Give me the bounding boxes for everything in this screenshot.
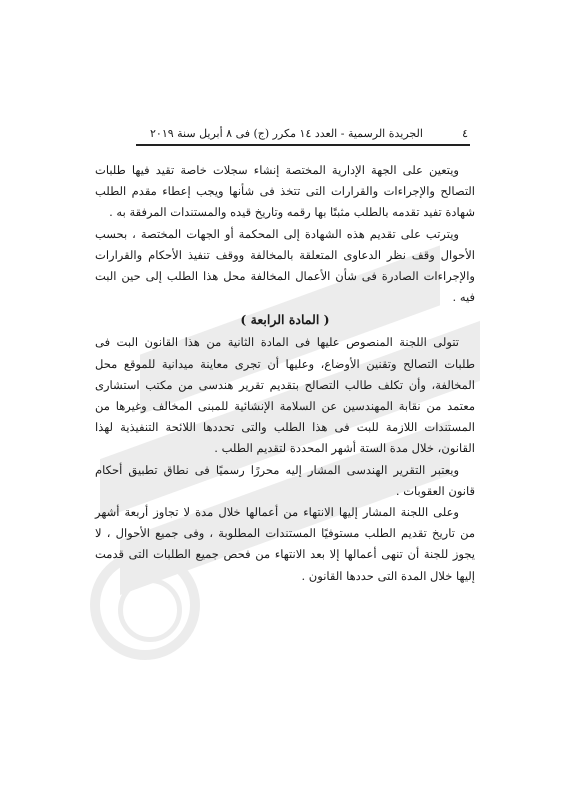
article-heading: ( المادة الرابعة ) [240, 312, 330, 328]
page-header [150, 127, 468, 141]
publication-title: الجريدة الرسمية - العدد ١٤ مكرر (ج) فى ٨ أبريل سنة ٢٠١٩ [150, 127, 423, 140]
paragraph: وعلى اللجنة المشار إليها الانتهاء من أعمالها خلال مدة لا تجاوز أربعة أشهر من تاريخ تقديم الطلب مستوفيًا المستندات المطلوبة ، وفى جميع الأحوال ، لا يجوز للجنة أن تنهى أعمالها إلا بعد الانتهاء من فحص جميع الطلبات التى قدمت إليها خلال المدة التى حددها القانون . [95, 505, 475, 583]
page-number: ٤ [462, 127, 468, 140]
header-divider [136, 144, 470, 146]
document-body [95, 160, 475, 587]
paragraph: ويعتبر التقرير الهندسى المشار إليه محررًا رسميًا فى نطاق تطبيق أحكام قانون العقوبات . [95, 462, 475, 498]
paragraph: ويتعين على الجهة الإدارية المختصة إنشاء سجلات خاصة تقيد فيها طلبات التصالح والإجراءات والقرارات التى تتخذ فى شأنها ويجب إعطاء مقدم الطلب شهادة تفيد تقدمه بالطلب مثبتًا بها رقمه وتاريخ قيده والمستندات المرفقة به . [95, 163, 475, 220]
paragraph: ويترتب على تقديم هذه الشهادة إلى المحكمة أو الجهات المختصة ، بحسب الأحوال وقف نظر الدعاوى المتعلقة بالمخالفة ووقف تنفيذ الأحكام والقرارات والإجراءات الصادرة فى شأن الأعمال المخالفة محل هذا الطلب إلى حين البت فيه . [95, 226, 475, 305]
paragraph: تتولى اللجنة المنصوص عليها فى المادة الثانية من هذا القانون البت فى طلبات التصالح وتقنين الأوضاع، وعليها أن تجرى معاينة ميدانية للموقع محل المخالفة، وأن تكلف طالب التصالح بتقديم تقرير هندسى من مكتب استشارى معتمد من نقابة المهندسين عن السلامة الإنشائية للمبنى المخالف وغيرها من المستندات اللازمة للبت فى هذا الطلب والتى تحددها اللائحة التنفيذية لهذا القانون، خلال مدة الستة أشهر المحددة لتقديم الطلب . [95, 335, 475, 456]
